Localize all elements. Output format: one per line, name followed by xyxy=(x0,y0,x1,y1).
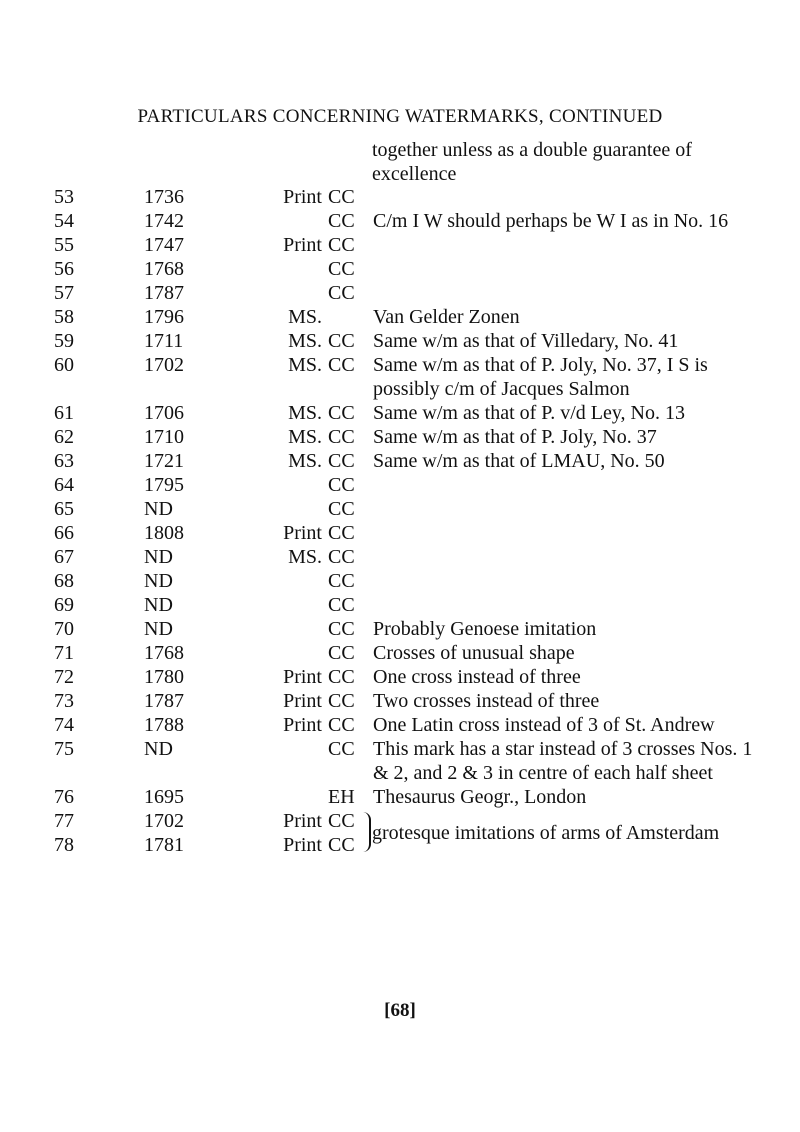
row-note: Same w/m as that of P. Joly, No. 37 xyxy=(373,426,657,448)
row-number: 56 xyxy=(54,258,74,280)
table-row xyxy=(0,689,800,713)
row-note: Van Gelder Zonen xyxy=(373,306,520,328)
table-row xyxy=(0,737,800,785)
row-number: 73 xyxy=(54,690,74,712)
row-year: 1787 xyxy=(144,282,184,304)
row-number: 66 xyxy=(54,522,74,544)
row-mark: CC xyxy=(328,282,355,304)
row-mark: CC xyxy=(328,474,355,496)
row-number: 77 xyxy=(54,810,74,832)
row-kind: MS. xyxy=(288,546,322,568)
table-row xyxy=(0,521,800,545)
row-year: 1736 xyxy=(144,186,184,208)
table-row xyxy=(0,353,800,401)
row-number: 78 xyxy=(54,834,74,856)
row-kind: MS. xyxy=(288,450,322,472)
bracket-group xyxy=(0,809,800,857)
row-year: 1780 xyxy=(144,666,184,688)
row-number: 70 xyxy=(54,618,74,640)
intro-text: together unless as a double guarantee of excellence xyxy=(372,139,692,185)
row-number: 64 xyxy=(54,474,74,496)
row-mark: CC xyxy=(328,498,355,520)
group-note: grotesque imitations of arms of Amsterdam xyxy=(372,822,720,844)
row-mark: CC xyxy=(328,426,355,448)
row-year: 1711 xyxy=(144,330,184,352)
row-number: 59 xyxy=(54,330,74,352)
row-number: 60 xyxy=(54,354,74,376)
row-number: 53 xyxy=(54,186,74,208)
row-mark: CC xyxy=(328,402,355,424)
row-number: 76 xyxy=(54,786,74,808)
row-mark: CC xyxy=(328,810,355,832)
table-row xyxy=(0,785,800,809)
row-number: 58 xyxy=(54,306,74,328)
row-mark: CC xyxy=(328,546,355,568)
row-kind: Print xyxy=(283,666,322,688)
row-number: 72 xyxy=(54,666,74,688)
row-note xyxy=(373,569,765,593)
row-note: Same w/m as that of LMAU, No. 50 xyxy=(373,450,665,472)
row-kind: Print xyxy=(283,834,322,856)
row-mark: CC xyxy=(328,738,355,760)
row-mark: CC xyxy=(328,234,355,256)
row-year: 1808 xyxy=(144,522,184,544)
table-row xyxy=(0,569,800,593)
row-year: ND xyxy=(144,738,173,760)
row-note: One cross instead of three xyxy=(373,666,581,688)
row-number: 57 xyxy=(54,282,74,304)
table-row xyxy=(0,545,800,569)
row-kind: MS. xyxy=(288,306,322,328)
row-kind: Print xyxy=(283,810,322,832)
row-note: One Latin cross instead of 3 of St. Andrew xyxy=(373,714,715,736)
row-year: ND xyxy=(144,546,173,568)
row-note xyxy=(373,497,765,521)
table-row xyxy=(0,401,800,425)
row-year: 1702 xyxy=(144,354,184,376)
row-mark: CC xyxy=(328,666,355,688)
row-number: 67 xyxy=(54,546,74,568)
row-year: 1795 xyxy=(144,474,184,496)
row-number: 65 xyxy=(54,498,74,520)
row-year: 1768 xyxy=(144,258,184,280)
row-number: 74 xyxy=(54,714,74,736)
row-mark: CC xyxy=(328,642,355,664)
table-row xyxy=(0,425,800,449)
row-number: 63 xyxy=(54,450,74,472)
row-number: 75 xyxy=(54,738,74,760)
row-number: 54 xyxy=(54,210,74,232)
row-mark: CC xyxy=(328,450,355,472)
row-mark: CC xyxy=(328,618,355,640)
row-kind: MS. xyxy=(288,354,322,376)
row-year: 1747 xyxy=(144,234,184,256)
row-year: ND xyxy=(144,570,173,592)
watermark-table xyxy=(0,185,800,857)
row-mark: CC xyxy=(328,258,355,280)
page-number: [68] xyxy=(384,1000,416,1021)
row-year: 1768 xyxy=(144,642,184,664)
row-number: 69 xyxy=(54,594,74,616)
row-mark: CC xyxy=(328,186,355,208)
table-row xyxy=(0,209,800,233)
row-note: Crosses of unusual shape xyxy=(373,642,575,664)
table-row xyxy=(0,281,800,305)
table-row xyxy=(0,329,800,353)
table-row xyxy=(0,233,800,257)
row-kind: Print xyxy=(283,690,322,712)
grouping-brace xyxy=(363,812,371,852)
row-note xyxy=(373,233,765,257)
row-kind: MS. xyxy=(288,402,322,424)
row-number: 55 xyxy=(54,234,74,256)
table-row xyxy=(0,305,800,329)
row-year: ND xyxy=(144,498,173,520)
table-row xyxy=(0,665,800,689)
row-year: 1796 xyxy=(144,306,184,328)
row-note: Same w/m as that of Villedary, No. 41 xyxy=(373,330,679,352)
row-year: 1787 xyxy=(144,690,184,712)
row-mark: CC xyxy=(328,690,355,712)
table-row xyxy=(0,473,800,497)
row-year: ND xyxy=(144,594,173,616)
row-mark: CC xyxy=(328,522,355,544)
row-note: This mark has a star instead of 3 crosses Nos. 1 & 2, and 2 & 3 in centre of each half sheet xyxy=(373,738,753,784)
table-rows xyxy=(0,185,800,809)
row-year: 1788 xyxy=(144,714,184,736)
row-mark: EH xyxy=(328,786,355,808)
table-row xyxy=(0,713,800,737)
table-row xyxy=(0,185,800,209)
row-mark: CC xyxy=(328,330,355,352)
row-note xyxy=(373,257,765,281)
row-note xyxy=(373,593,765,617)
row-mark: CC xyxy=(328,834,355,856)
row-year: 1710 xyxy=(144,426,184,448)
table-row xyxy=(0,617,800,641)
row-mark: CC xyxy=(328,594,355,616)
row-kind: MS. xyxy=(288,330,322,352)
row-kind: Print xyxy=(283,714,322,736)
row-number: 68 xyxy=(54,570,74,592)
row-note: C/m I W should perhaps be W I as in No. 16 xyxy=(373,210,729,232)
row-note xyxy=(373,545,765,569)
row-year: 1721 xyxy=(144,450,184,472)
table-row xyxy=(0,641,800,665)
row-year: ND xyxy=(144,618,173,640)
row-year: 1742 xyxy=(144,210,184,232)
row-kind: Print xyxy=(283,234,322,256)
row-number: 61 xyxy=(54,402,74,424)
row-year: 1695 xyxy=(144,786,184,808)
table-row xyxy=(0,593,800,617)
row-kind: MS. xyxy=(288,426,322,448)
row-note: Same w/m as that of P. Joly, No. 37, I S is possibly c/m of Jacques Salmon xyxy=(373,354,708,400)
row-year: 1706 xyxy=(144,402,184,424)
row-number: 71 xyxy=(54,642,74,664)
row-note xyxy=(373,473,765,497)
row-note xyxy=(373,281,765,305)
row-year: 1781 xyxy=(144,834,184,856)
row-kind: Print xyxy=(283,186,322,208)
row-year: 1702 xyxy=(144,810,184,832)
row-mark: CC xyxy=(328,354,355,376)
page-title: PARTICULARS CONCERNING WATERMARKS, CONTINUED xyxy=(137,106,663,127)
table-row xyxy=(0,497,800,521)
table-row xyxy=(0,257,800,281)
table-row xyxy=(0,449,800,473)
row-note: Probably Genoese imitation xyxy=(373,618,597,640)
row-mark: CC xyxy=(328,714,355,736)
row-kind: Print xyxy=(283,522,322,544)
row-note: Thesaurus Geogr., London xyxy=(373,786,587,808)
row-mark: CC xyxy=(328,210,355,232)
row-mark: CC xyxy=(328,570,355,592)
row-number: 62 xyxy=(54,426,74,448)
row-note: Two crosses instead of three xyxy=(373,690,600,712)
row-note xyxy=(373,521,765,545)
row-note: Same w/m as that of P. v/d Ley, No. 13 xyxy=(373,402,686,424)
row-note xyxy=(373,185,765,209)
